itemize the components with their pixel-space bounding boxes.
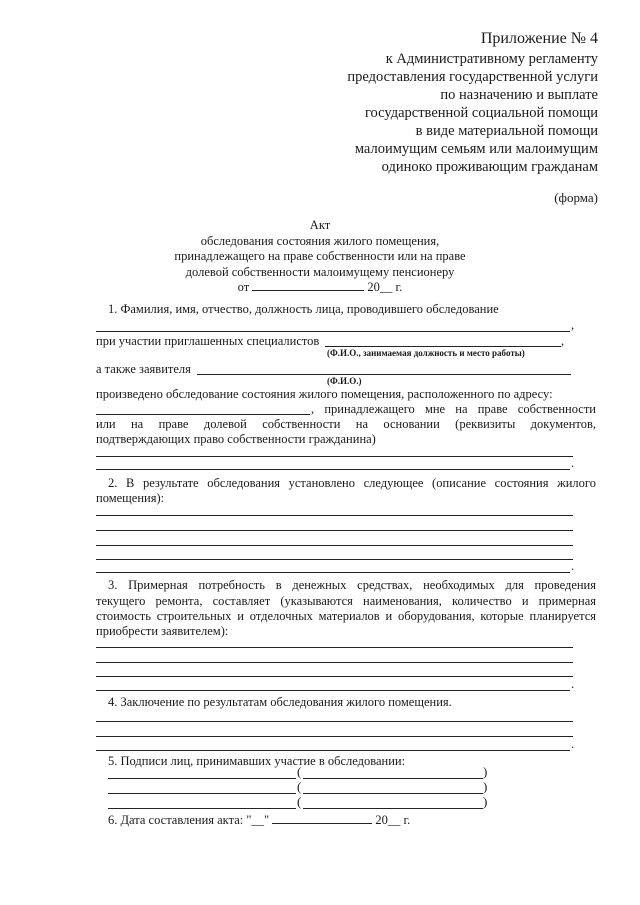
section2-heading: 2. В результате обследования установлено следующее (описание состояния жилого	[108, 476, 596, 490]
repair-cost-field[interactable]	[96, 690, 570, 691]
section6-heading	[108, 813, 410, 828]
ownership-text: , принадлежащего мне на праве собственности	[311, 402, 596, 416]
applicant-caption: (Ф.И.О.)	[327, 376, 362, 386]
inspector-name-field[interactable]	[96, 331, 570, 332]
specialists-field[interactable]	[325, 346, 561, 347]
signature-name-field[interactable]	[303, 778, 483, 779]
annex-line: по назначению и выплате	[440, 87, 598, 103]
repair-cost-field[interactable]	[96, 662, 573, 663]
quote: "	[263, 813, 270, 827]
description-field[interactable]	[96, 559, 573, 560]
section3-text-line: текущего ремонта, составляет (указываются наименования, количество и примерная	[96, 594, 596, 608]
period: .	[571, 737, 575, 751]
conclusion-field[interactable]	[96, 750, 570, 751]
title-line: долевой собственности малоимущему пенсионеру	[185, 264, 455, 279]
specialists-label: при участии приглашенных специалистов	[96, 334, 320, 348]
repair-cost-field[interactable]	[96, 676, 573, 677]
date-prefix: от	[237, 280, 250, 294]
title-line: принадлежащего на праве собственности или на праве	[174, 249, 466, 263]
day-blank[interactable]: __	[251, 813, 264, 827]
description-field[interactable]	[96, 530, 573, 531]
annex-line: государственной социальной помощи	[364, 105, 598, 121]
signature-field[interactable]	[108, 778, 296, 779]
period: .	[571, 559, 575, 573]
form-label: (форма)	[554, 190, 598, 205]
month-blank-field[interactable]	[272, 813, 372, 824]
open-paren: (	[297, 794, 302, 809]
signature-name-field[interactable]	[303, 808, 483, 809]
conclusion-field[interactable]	[96, 736, 573, 737]
description-field[interactable]	[96, 515, 573, 516]
repair-cost-field[interactable]	[96, 647, 573, 648]
close-paren: )	[483, 764, 488, 779]
inspection-text-line: подтверждающих право собственности гражданина)	[96, 432, 376, 446]
year: 20__ г.	[375, 813, 411, 827]
annex-header	[347, 28, 598, 176]
section3-text-line: приобрести заявителем):	[96, 624, 229, 638]
section5-heading: 5. Подписи лиц, принимавших участие в обследовании:	[108, 754, 406, 768]
documents-field[interactable]	[96, 469, 570, 470]
section3-heading: 3. Примерная потребность в денежных средствах, необходимых для проведения	[108, 578, 596, 592]
period: .	[571, 677, 575, 691]
description-field[interactable]	[96, 545, 573, 546]
inspection-text-line: или на праве долевой собственности на основании (реквизиты документов,	[96, 417, 596, 431]
open-paren: (	[297, 764, 302, 779]
close-paren: )	[483, 779, 488, 794]
signature-field[interactable]	[108, 808, 296, 809]
close-paren: )	[483, 794, 488, 809]
conclusion-field[interactable]	[96, 721, 573, 722]
applicant-label: а также заявителя	[96, 362, 191, 376]
title-line: обследования состояния жилого помещения,	[200, 233, 440, 248]
signature-name-field[interactable]	[303, 793, 483, 794]
address-field[interactable]	[96, 414, 310, 415]
comma: ,	[561, 334, 565, 348]
inspection-text-line: произведено обследование состояния жилого помещения, расположенного по адресу:	[96, 387, 553, 401]
annex-line: в виде материальной помощи	[415, 123, 598, 139]
section3-text-line: стоимость строительных и отделочных материалов и оборудования, которые планируется	[96, 609, 596, 623]
applicant-field[interactable]	[197, 374, 571, 375]
title-line: Акт	[309, 218, 331, 232]
period: .	[571, 456, 575, 470]
description-field[interactable]	[96, 572, 570, 573]
annex-line: одиноко проживающим гражданам	[381, 159, 598, 175]
annex-number: Приложение № 4	[480, 30, 598, 47]
signature-field[interactable]	[108, 793, 296, 794]
comma: ,	[571, 318, 575, 332]
date-blank-field[interactable]	[252, 280, 364, 291]
annex-line: малоимущим семьям или малоимущим	[354, 141, 598, 157]
open-paren: (	[297, 779, 302, 794]
title-date-line	[0, 280, 640, 296]
date-year: 20__ г.	[367, 280, 403, 294]
document-title	[0, 218, 640, 296]
section2-heading-cont: помещения):	[96, 491, 165, 505]
section4-heading: 4. Заключение по результатам обследования жилого помещения.	[108, 695, 452, 709]
annex-line: к Административному регламенту	[385, 51, 598, 67]
documents-field[interactable]	[96, 456, 573, 457]
date-label: 6. Дата составления акта: "	[108, 813, 252, 827]
specialists-caption: (Ф.И.О., занимаемая должность и место работы)	[327, 348, 525, 358]
section1-heading: 1. Фамилия, имя, отчество, должность лица, проводившего обследование	[108, 302, 499, 316]
annex-line: предоставления государственной услуги	[347, 69, 598, 85]
